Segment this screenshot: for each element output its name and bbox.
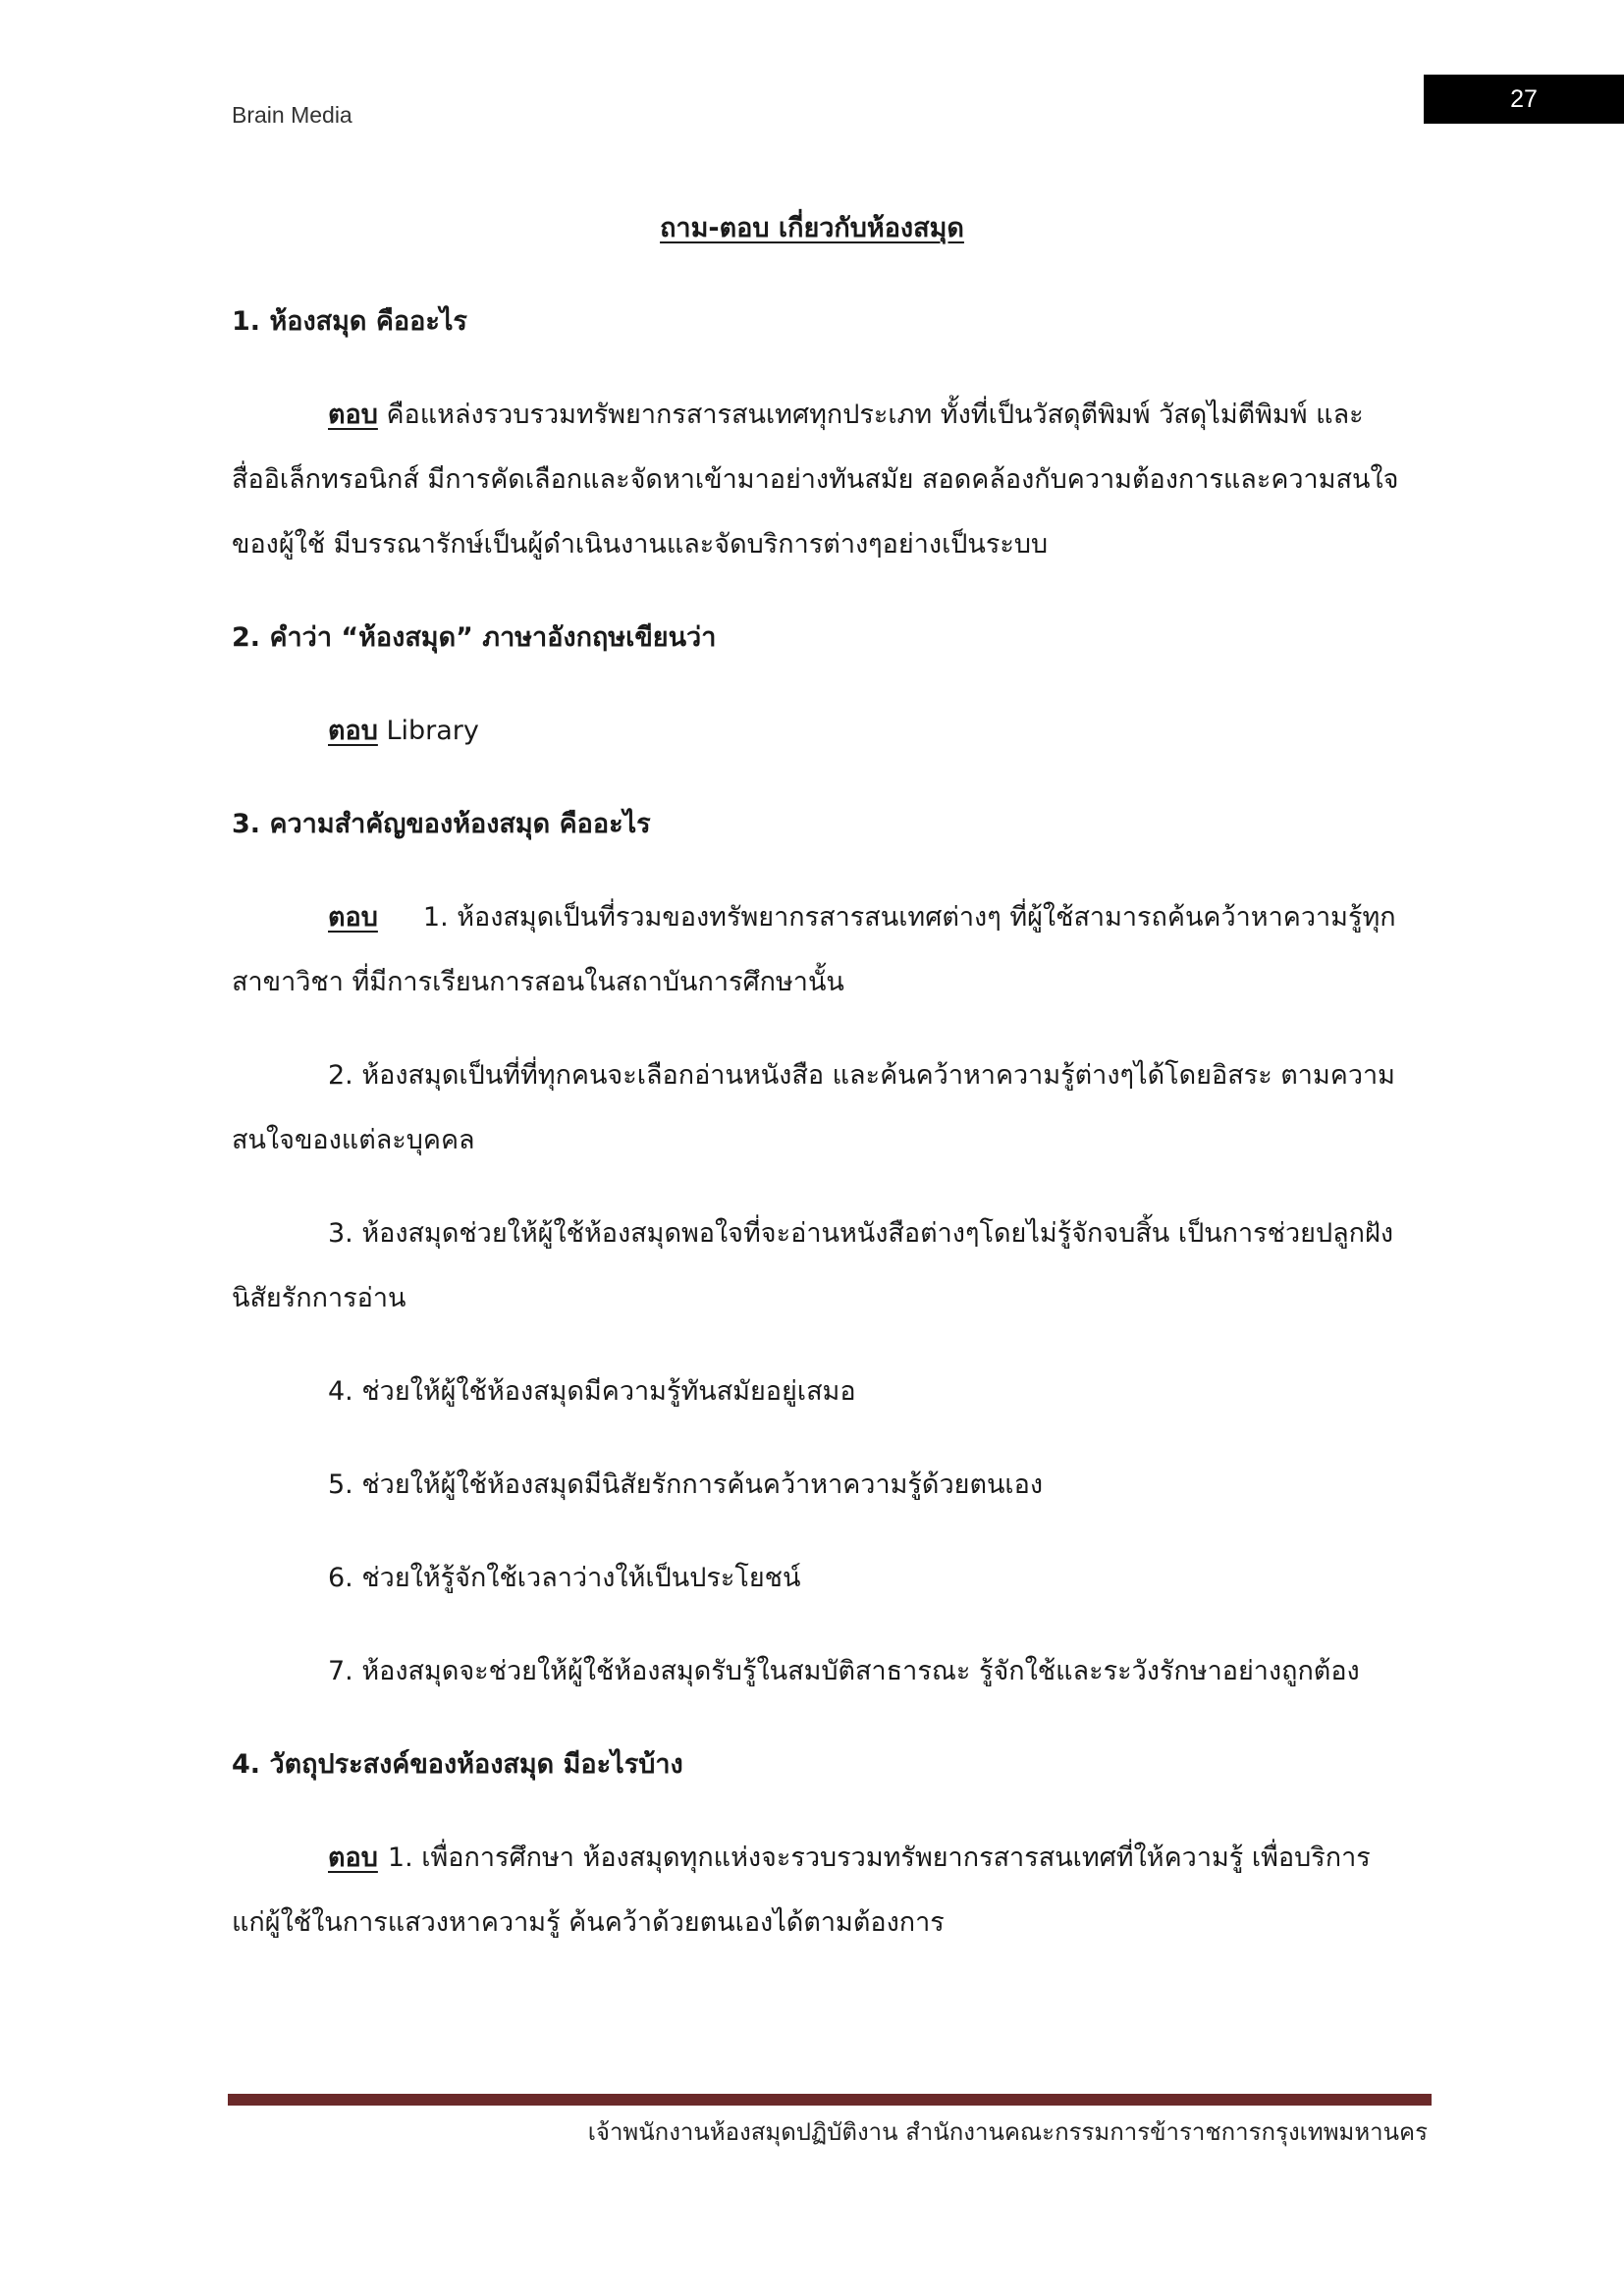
brand-name: Brain Media [232, 102, 352, 128]
answer-3-item-1-line-1 [328, 895, 1396, 937]
answer-2 [328, 709, 479, 751]
answer-3-item-5: 5. ช่วยให้ผู้ใช้ห้องสมุดมีนิสัยรักการค้นคว้าหาความรู้ด้วยตนเอง [328, 1469, 1044, 1500]
answer-1-line-3: ของผู้ใช้ มีบรรณารักษ์เป็นผู้ดำเนินงานและจัดบริการต่างๆอย่างเป็นระบบ [232, 529, 1049, 560]
answer-4-item-1-line-2: แก่ผู้ใช้ในการแสวงหาความรู้ ค้นคว้าด้วยตนเองได้ตามต้องการ [232, 1907, 945, 1938]
question-4: 4. วัตถุประสงค์ของห้องสมุด มีอะไรบ้าง [232, 1749, 683, 1780]
question-3: 3. ความสำคัญของห้องสมุด คืออะไร [232, 809, 651, 839]
answer-1-line-2: สื่ออิเล็กทรอนิกส์ มีการคัดเลือกและจัดหาเข้ามาอย่างทันสมัย สอดคล้องกับความต้องการและความสนใจ [232, 464, 1399, 495]
answer-label: ตอบ [328, 716, 378, 746]
answer-3-item-2-line-1: 2. ห้องสมุดเป็นที่ที่ทุกคนจะเลือกอ่านหนังสือ และค้นคว้าหาความรู้ต่างๆได้โดยอิสระ ตามความ [328, 1060, 1395, 1091]
answer-text: 1. ห้องสมุดเป็นที่รวมของทรัพยากรสารสนเทศต่างๆ ที่ผู้ใช้สามารถค้นคว้าหาความรู้ทุก [422, 902, 1396, 933]
answer-3-item-4: 4. ช่วยให้ผู้ใช้ห้องสมุดมีความรู้ทันสมัยอยู่เสมอ [328, 1376, 856, 1407]
page-title: ถาม-ตอบ เกี่ยวกับห้องสมุด [660, 213, 964, 243]
question-2: 2. คำว่า “ห้องสมุด” ภาษาอังกฤษเขียนว่า [232, 622, 717, 653]
page-number: 27 [1424, 75, 1624, 124]
answer-3-item-7: 7. ห้องสมุดจะช่วยให้ผู้ใช้ห้องสมุดรับรู้ในสมบัติสาธารณะ รู้จักใช้และระวังรักษาอย่างถูกต้อง [328, 1656, 1360, 1686]
answer-label: ตอบ [328, 1842, 378, 1873]
answer-label: ตอบ [328, 902, 378, 933]
answer-3-item-2-line-2: สนใจของแต่ละบุคคล [232, 1125, 475, 1155]
answer-3-item-1-line-2: สาขาวิชา ที่มีการเรียนการสอนในสถาบันการศึกษานั้น [232, 967, 844, 997]
footer-text: เจ้าพนักงานห้องสมุดปฏิบัติงาน สำนักงานคณะกรรมการข้าราชการกรุงเทพมหานคร [587, 2118, 1428, 2146]
answer-3-item-6: 6. ช่วยให้รู้จักใช้เวลาว่างให้เป็นประโยชน์ [328, 1563, 801, 1593]
answer-1-line-1 [328, 393, 1364, 435]
answer-3-item-3-line-2: นิสัยรักการอ่าน [232, 1283, 406, 1313]
question-1: 1. ห้องสมุด คืออะไร [232, 306, 467, 337]
answer-3-item-3-line-1: 3. ห้องสมุดช่วยให้ผู้ใช้ห้องสมุดพอใจที่จะอ่านหนังสือต่างๆโดยไม่รู้จักจบสิ้น เป็นการช่วยปลูกฝัง [328, 1218, 1394, 1249]
answer-text: 1. เพื่อการศึกษา ห้องสมุดทุกแห่งจะรวบรวมทรัพยากรสารสนเทศที่ให้ความรู้ เพื่อบริการ [387, 1842, 1371, 1873]
answer-text: Library [377, 716, 479, 746]
answer-text: คือแหล่งรวบรวมทรัพยากรสารสนเทศทุกประเภท ทั้งที่เป็นวัสดุตีพิมพ์ วัสดุไม่ตีพิมพ์ และ [377, 400, 1364, 430]
answer-label: ตอบ [328, 400, 378, 430]
answer-4-item-1-line-1 [328, 1836, 1371, 1878]
footer-divider [228, 2094, 1432, 2106]
